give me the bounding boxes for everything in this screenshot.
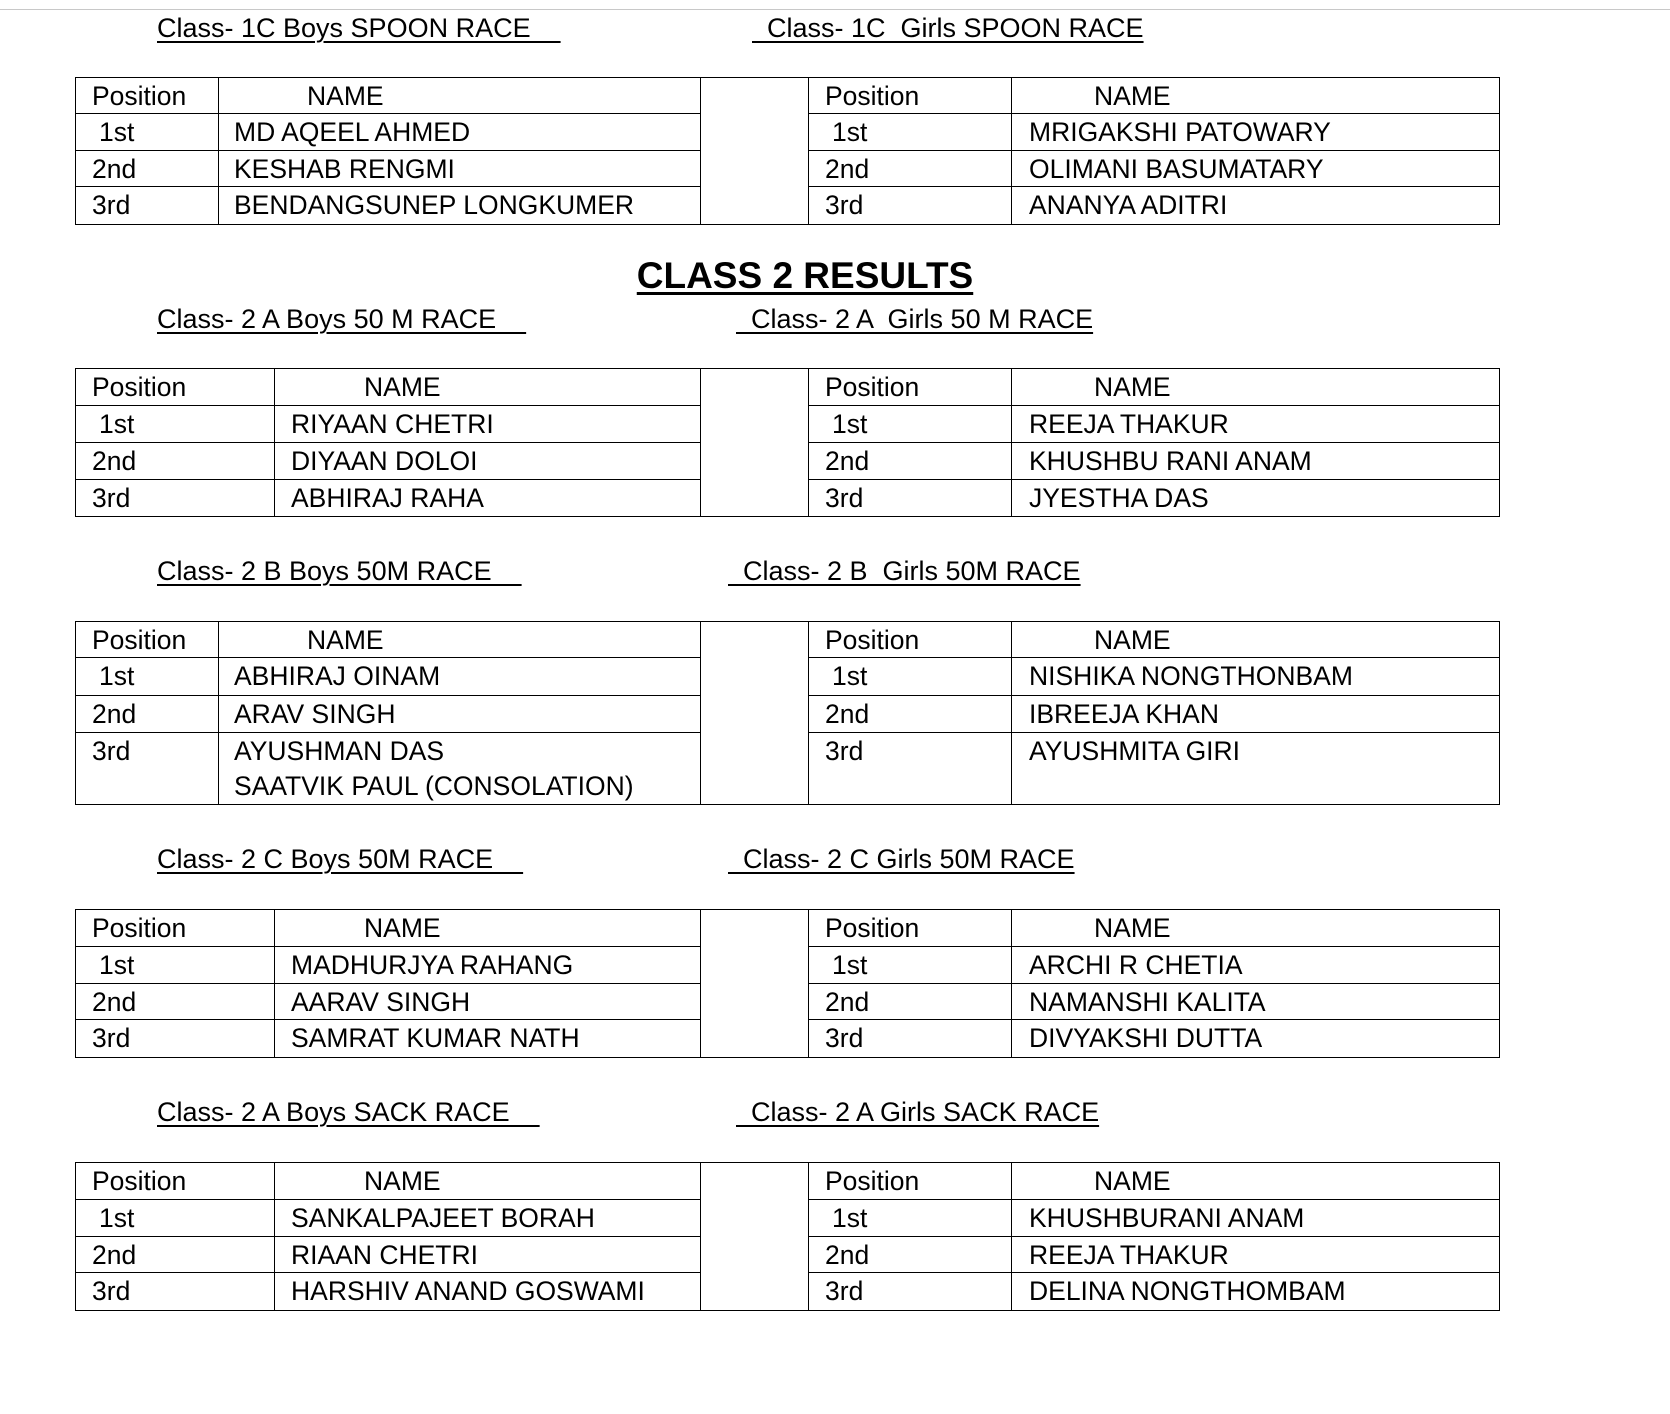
winner-name: DIVYAKSHI DUTTA: [1029, 1023, 1263, 1053]
position-header: Position: [825, 1166, 920, 1196]
position-value: 3rd: [825, 1276, 864, 1306]
position-value: 2nd: [825, 699, 870, 729]
position-value: 2nd: [92, 987, 137, 1017]
results-table: [75, 368, 1500, 517]
girls-race-title: Class- 2 A Girls 50 M RACE: [736, 304, 1094, 334]
position-value: 1st: [832, 409, 868, 439]
position-header: Position: [92, 625, 187, 655]
position-header: Position: [92, 372, 187, 402]
column-divider: [700, 369, 701, 516]
winner-name: REEJA THAKUR: [1029, 1240, 1229, 1270]
name-header: NAME: [307, 625, 384, 655]
name-header: NAME: [364, 1166, 441, 1196]
winner-name: JYESTHA DAS: [1029, 483, 1209, 513]
position-value: 1st: [99, 950, 135, 980]
position-value: 3rd: [92, 1276, 131, 1306]
position-value: 3rd: [825, 483, 864, 513]
girls-race-title: Class- 2 B Girls 50M RACE: [728, 556, 1081, 586]
winner-name: NAMANSHI KALITA: [1029, 987, 1266, 1017]
winner-name: HARSHIV ANAND GOSWAMI: [291, 1276, 645, 1306]
results-table: [75, 621, 1500, 805]
winner-name: RIAAN CHETRI: [291, 1240, 478, 1270]
column-divider: [1011, 622, 1012, 804]
winner-name: AARAV SINGH: [291, 987, 471, 1017]
name-header: NAME: [364, 913, 441, 943]
position-header: Position: [825, 913, 920, 943]
winner-name: KHUSHBU RANI ANAM: [1029, 446, 1312, 476]
position-value: 1st: [99, 661, 135, 691]
winner-name: BENDANGSUNEP LONGKUMER: [234, 190, 635, 220]
winner-name: ARAV SINGH: [234, 699, 396, 729]
winner-name: RIYAAN CHETRI: [291, 409, 494, 439]
winner-name: MRIGAKSHI PATOWARY: [1029, 117, 1331, 147]
winner-name: ARCHI R CHETIA: [1029, 950, 1243, 980]
boys-race-title: Class- 2 A Boys 50 M RACE: [157, 304, 527, 334]
column-divider: [218, 622, 219, 804]
winner-name: DELINA NONGTHOMBAM: [1029, 1276, 1346, 1306]
column-divider: [808, 78, 809, 224]
winner-name: AYUSHMAN DAS: [234, 736, 445, 766]
girls-race-title: Class- 2 A Girls SACK RACE: [736, 1097, 1100, 1127]
winner-name: OLIMANI BASUMATARY: [1029, 154, 1324, 184]
name-header: NAME: [1094, 81, 1171, 111]
winner-name: IBREEJA KHAN: [1029, 699, 1219, 729]
girls-race-title: Class- 1C Girls SPOON RACE: [752, 13, 1144, 43]
position-value: 2nd: [825, 446, 870, 476]
position-value: 2nd: [92, 699, 137, 729]
results-table: [75, 909, 1500, 1058]
position-header: Position: [92, 1166, 187, 1196]
winner-name: KESHAB RENGMI: [234, 154, 455, 184]
column-divider: [218, 78, 219, 224]
position-header: Position: [92, 81, 187, 111]
boys-race-title: Class- 1C Boys SPOON RACE: [157, 13, 561, 43]
winner-name: REEJA THAKUR: [1029, 409, 1229, 439]
position-value: 1st: [99, 1203, 135, 1233]
name-header: NAME: [364, 372, 441, 402]
position-value: 1st: [832, 1203, 868, 1233]
winner-name: ABHIRAJ RAHA: [291, 483, 484, 513]
page-top-border: [0, 9, 1670, 10]
position-value: 1st: [832, 661, 868, 691]
name-header: NAME: [1094, 372, 1171, 402]
winner-name: NISHIKA NONGTHONBAM: [1029, 661, 1353, 691]
winner-name: ABHIRAJ OINAM: [234, 661, 441, 691]
boys-race-title: Class- 2 B Boys 50M RACE: [157, 556, 522, 586]
column-divider: [808, 622, 809, 804]
position-value: 2nd: [92, 154, 137, 184]
column-divider: [1011, 78, 1012, 224]
position-value: 3rd: [825, 736, 864, 766]
position-value: 2nd: [825, 1240, 870, 1270]
position-value: 1st: [832, 117, 868, 147]
boys-race-title: Class- 2 C Boys 50M RACE: [157, 844, 524, 874]
results-table: [75, 1162, 1500, 1311]
winner-name: SAMRAT KUMAR NATH: [291, 1023, 580, 1053]
name-header: NAME: [307, 81, 384, 111]
position-value: 1st: [832, 950, 868, 980]
name-header: NAME: [1094, 913, 1171, 943]
winner-name: SANKALPAJEET BORAH: [291, 1203, 595, 1233]
column-divider: [700, 910, 701, 1057]
position-value: 3rd: [825, 1023, 864, 1053]
position-header: Position: [92, 913, 187, 943]
position-header: Position: [825, 81, 920, 111]
name-header: NAME: [1094, 1166, 1171, 1196]
position-value: 3rd: [825, 190, 864, 220]
winner-name: SAATVIK PAUL (CONSOLATION): [234, 771, 634, 801]
results-table: [75, 77, 1500, 225]
name-header: NAME: [1094, 625, 1171, 655]
girls-race-title: Class- 2 C Girls 50M RACE: [728, 844, 1075, 874]
column-divider: [700, 622, 701, 804]
winner-name: DIYAAN DOLOI: [291, 446, 478, 476]
winner-name: MADHURJYA RAHANG: [291, 950, 574, 980]
position-value: 3rd: [92, 736, 131, 766]
boys-race-title: Class- 2 A Boys SACK RACE: [157, 1097, 540, 1127]
position-value: 3rd: [92, 483, 131, 513]
column-divider: [700, 1163, 701, 1310]
position-value: 2nd: [92, 1240, 137, 1270]
column-divider: [700, 78, 701, 224]
position-value: 2nd: [825, 154, 870, 184]
main-title: CLASS 2 RESULTS: [636, 255, 974, 296]
position-value: 2nd: [92, 446, 137, 476]
position-header: Position: [825, 372, 920, 402]
position-value: 1st: [99, 117, 135, 147]
winner-name: MD AQEEL AHMED: [234, 117, 471, 147]
position-value: 1st: [99, 409, 135, 439]
position-header: Position: [825, 625, 920, 655]
winner-name: ANANYA ADITRI: [1029, 190, 1228, 220]
winner-name: KHUSHBURANI ANAM: [1029, 1203, 1305, 1233]
winner-name: AYUSHMITA GIRI: [1029, 736, 1241, 766]
position-value: 3rd: [92, 190, 131, 220]
position-value: 2nd: [825, 987, 870, 1017]
position-value: 3rd: [92, 1023, 131, 1053]
